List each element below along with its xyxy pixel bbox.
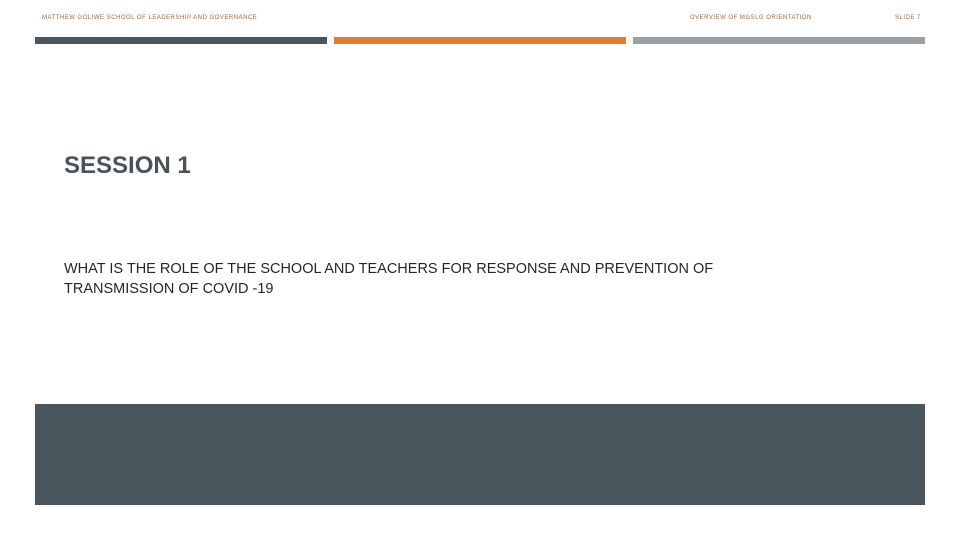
session-question	[64, 259, 824, 299]
header-school-name: MATTHEW GOLIWE SCHOOL OF LEADERSHIP AND GOVERNANCE	[42, 15, 258, 21]
accent-bar-gray	[633, 37, 925, 44]
accent-bar-dark	[35, 37, 327, 44]
header-orientation-title: OVERVIEW OF MGSLG ORIENTATION	[690, 15, 812, 21]
footer-band	[35, 404, 925, 505]
session-title: SESSION 1	[64, 152, 191, 179]
question-line-2: TRANSMISSION OF COVID -19	[64, 281, 274, 297]
question-line-1: WHAT IS THE ROLE OF THE SCHOOL AND TEACHERS FOR RESPONSE AND PREVENTION OF	[64, 261, 714, 277]
accent-bar-orange	[334, 37, 626, 44]
slide-number: SLIDE 7	[895, 15, 921, 21]
